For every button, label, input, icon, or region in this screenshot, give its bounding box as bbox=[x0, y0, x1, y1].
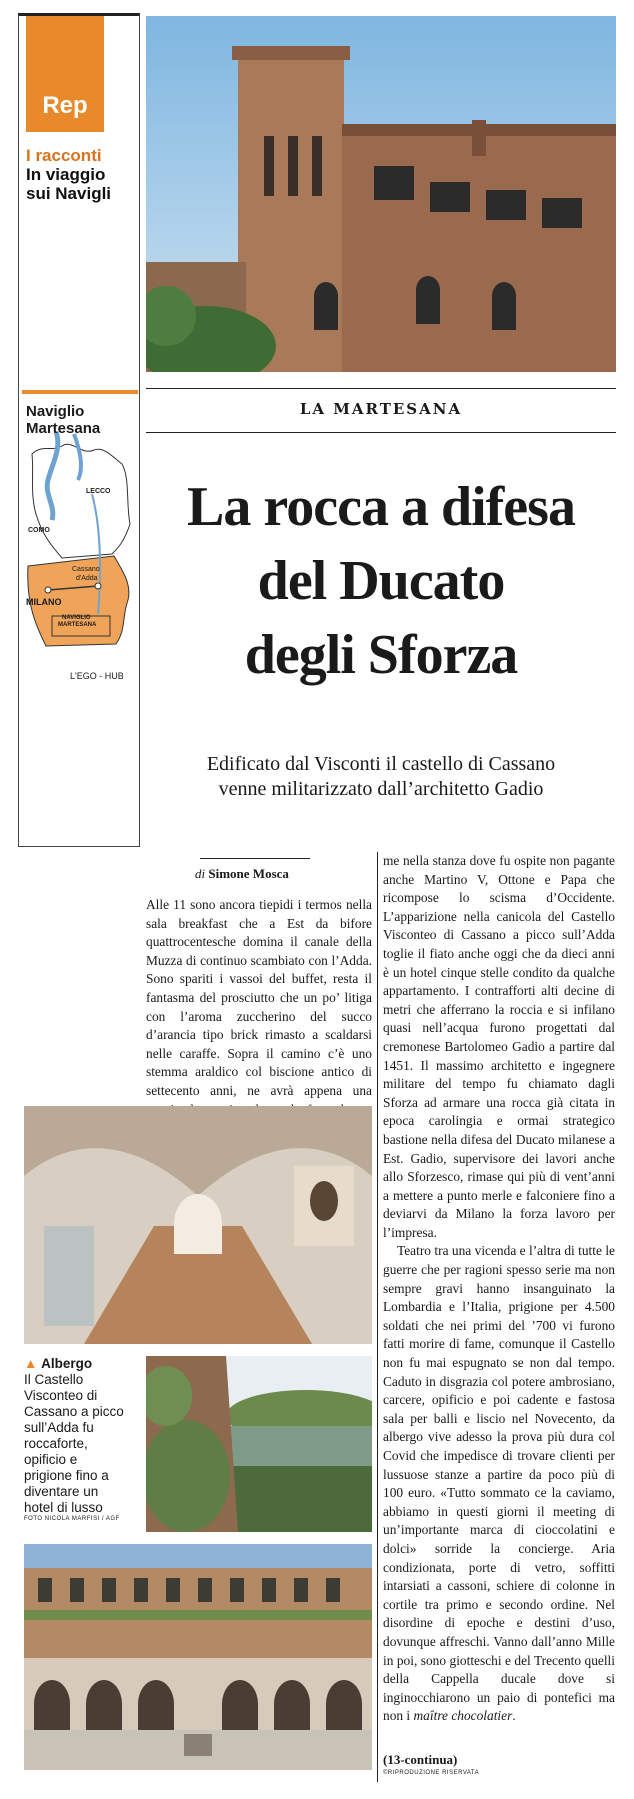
byline-prefix: di bbox=[195, 866, 206, 881]
caption-title: Albergo bbox=[41, 1356, 93, 1371]
series-label bbox=[26, 146, 136, 203]
rule-bottom bbox=[146, 432, 616, 433]
map-label-naviglio-1: NAVIGLIO bbox=[62, 615, 91, 621]
castle-photo bbox=[146, 16, 616, 372]
map-credit: L'EGO - HUB bbox=[70, 671, 124, 681]
subhead-line1: Edificato dal Visconti il castello di Cassano bbox=[206, 753, 556, 775]
byline-rule bbox=[200, 858, 310, 859]
copyright: ©RIPRODUZIONE RISERVATA bbox=[383, 1770, 480, 1776]
map-label-lecco: LECCO bbox=[86, 488, 111, 495]
byline-author: Simone Mosca bbox=[208, 866, 289, 881]
map-title-line1: Naviglio bbox=[26, 403, 85, 420]
headline-line3: degli Sforza bbox=[244, 624, 518, 686]
map-title-line2: Martesana bbox=[26, 420, 101, 437]
series-title-line2: sui Navigli bbox=[26, 184, 112, 203]
subhead-line2: venne militarizzato dall’architetto Gadio bbox=[218, 778, 544, 800]
series-title-line1: In viaggio bbox=[26, 165, 106, 184]
caption-text: Il Castello Visconteo di Cassano a picco sull’Adda fu roccaforte, opificio e prigione fino a diventare un hotel di lusso bbox=[24, 1372, 124, 1515]
headline-line1: La rocca a difesa bbox=[187, 476, 575, 538]
article-paragraph-2 bbox=[383, 1242, 615, 1725]
river-photo bbox=[146, 1356, 372, 1532]
article-paragraph-2-text: Teatro tra una vicenda e l’altra di tutte le guerre che per ragioni spesso serie ma non sempre gravi hanno insanguinato la Lombardia e l’Italia, prigione per 4.500 soldati che nei primi del ’700 vi furono fatti morire di fame, comunque il Castello non fu mai espugnato se non dal tempo. Caduto in disgrazia col potere ambrosiano, carcere, opificio e poi cadente e fastosa sala per balli e liscio nel Novecento, da albergo vive adesso la prova più dura col Covid che impedisce di trovare clienti per lussuose stanze a partire da poco più di 100 euro. «Tutto sommato ce la caviamo, abbiamo in questi giorni il meeting di un’importante marca di cioccolatini e dolci» sorride la concierge. Aria condizionata, porte di vetro, soffitti intarsiati a cassoni, schiere di colonne in cortile tra primo e secondo ordine. Nel disordine di epoche e destini d’uso, dovunque affreschi. Vanno dall’anno Mille in poi, sono giotteschi e del Trecento quelli della Cappella ducale dove si inginocchiarono un paio di pontefici ma non i bbox=[383, 1243, 615, 1724]
map-label-cassano-2: d'Adda bbox=[76, 575, 98, 582]
rule-top bbox=[146, 388, 616, 389]
map-label-naviglio-2: MARTESANA bbox=[58, 622, 97, 628]
subhead bbox=[146, 752, 616, 802]
triangle-icon: ▲ bbox=[24, 1356, 38, 1371]
map-label-como: COMO bbox=[28, 527, 50, 534]
headline bbox=[146, 470, 616, 692]
map-label-cassano-1: Cassano bbox=[72, 566, 100, 573]
map-graphic bbox=[22, 394, 138, 686]
column-separator bbox=[377, 852, 378, 1782]
rep-logo: Rep bbox=[26, 16, 104, 132]
section-kicker: LA MARTESANA bbox=[299, 400, 463, 418]
photo-credit: FOTO NICOLA MARFISI / AGF bbox=[24, 1516, 120, 1522]
map-title bbox=[26, 403, 100, 437]
article-paragraph-1: me nella stanza dove fu ospite non pagante anche Martino V, Ottone e Papa che ricompose lo scisma d’Occidente. L’apparizione nella canicola del Castello Visconteo di Cassano a picco sull’Adda toglie il fiato anche oggi che da dieci anni è un hotel cinque stelle condito da qualche appartamento. I contrafforti alti decine di metri che afferrano la roccia e si infilano quasi nell’acqua furono progettati dal cremonese Bartolomeo Gadio a partire dal 1451. Il massimo architetto e ingegnere militare del tempo fu chiamato dagli Sforza ad armare una rocca già citata in epoca carolingia e ormai strategico bastione nella difesa del Ducato milanese a Est. Gadio, supervisore dei lavori anche allo Sforzesco, rimase qui più di vent’anni a mettere a punto merle e falconiere fino a deviarvi da Milano la forza lavoro per l’impresa. bbox=[383, 853, 615, 1240]
cloister-photo bbox=[24, 1544, 372, 1770]
article-italic: maître chocolatier bbox=[413, 1708, 513, 1724]
article-col2 bbox=[383, 852, 615, 1726]
byline bbox=[195, 866, 289, 882]
article-end: . bbox=[512, 1708, 516, 1724]
headline-line2: del Ducato bbox=[257, 550, 505, 612]
article-col1: Alle 11 sono ancora tiepidi i termos nella sala breakfast che a Est da bifore quattrocentesche domina il canale della Muzza di continuo scambiato con l’Adda. Sono spariti i vassoi del buffet, resta il fantasma del prosciutto che un po’ litiga con l’aroma zuccherino del succo d’arancia tipo brick rimasto a scaldarsi nelle caraffe. Sopra il camino c’è uno stemma araldico col biscione antico di settecento anni, ne avrà appena una bbox=[146, 897, 372, 1098]
map-label-milano: MILANO bbox=[26, 597, 62, 607]
hall-photo bbox=[24, 1106, 372, 1344]
continued-label: (13-continua) bbox=[383, 1752, 458, 1767]
photo-caption bbox=[24, 1356, 128, 1523]
series-kicker: I racconti bbox=[26, 146, 102, 165]
